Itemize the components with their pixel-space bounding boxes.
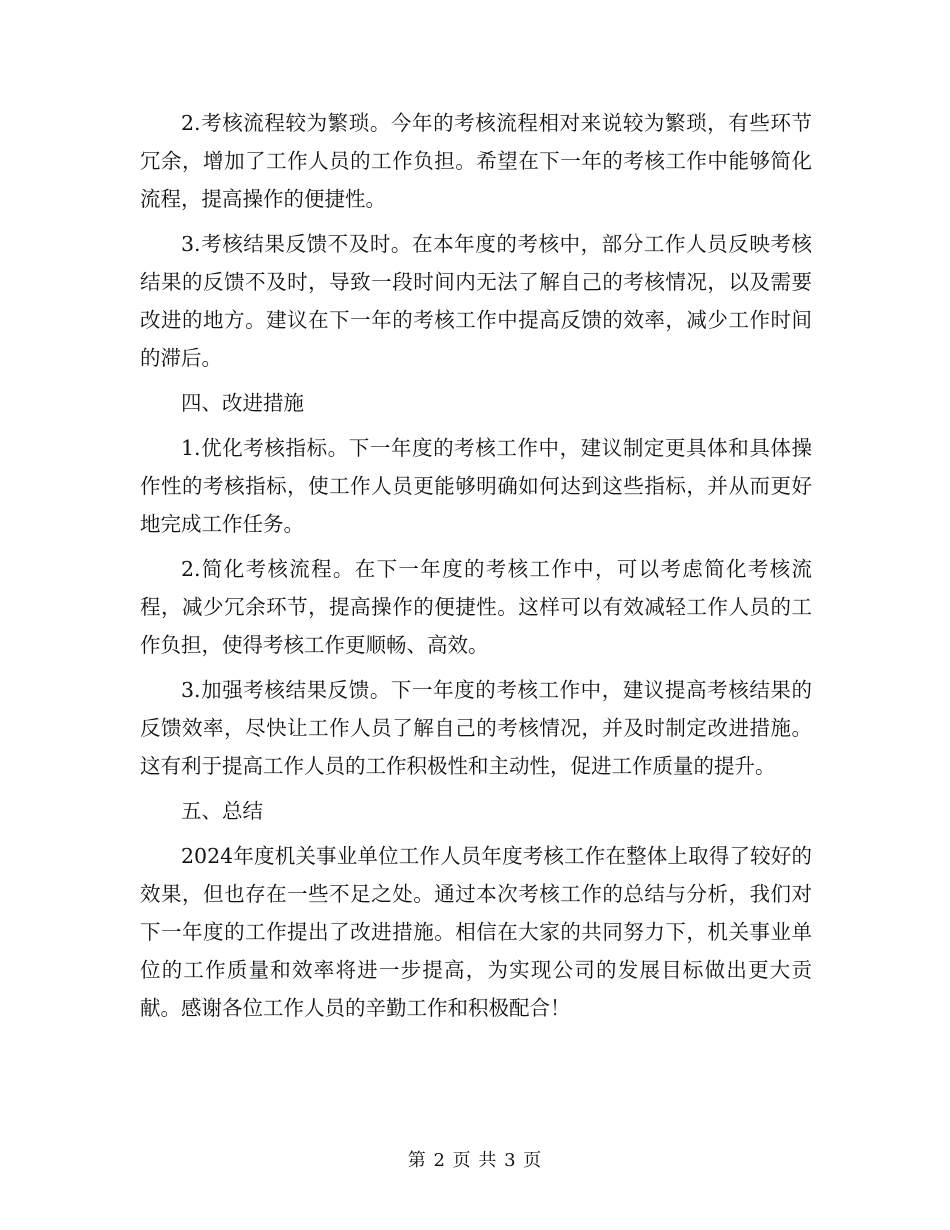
section-heading-improvements: 四、改进措施: [181, 391, 304, 415]
paragraph-summary: 2024年度机关事业单位工作人员年度考核工作在整体上取得了较好的效果，但也存在一些不足之处。通过本次考核工作的总结与分析，我们对下一年度的工作提出了改进措施。相信在大家的共同努力下，机关事业单位的工作质量和效率将进一步提高，为实现公司的发展目标做出更大贡献。感谢各位工作人员的辛勤工作和积极配合！: [140, 844, 812, 1020]
paragraph-issue-2: 2.考核流程较为繁琐。今年的考核流程相对来说较为繁琐，有些环节冗余，增加了工作人员的工作负担。希望在下一年的考核工作中能够简化流程，提高操作的便捷性。: [140, 111, 812, 211]
section-heading-summary: 五、总结: [181, 799, 263, 823]
document-body: [140, 104, 812, 1034]
paragraph-improvement-2: 2.简化考核流程。在下一年度的考核工作中，可以考虑简化考核流程，减少冗余环节，提高操作的便捷性。这样可以有效减轻工作人员的工作负担，使得考核工作更顺畅、高效。: [140, 557, 812, 657]
page-number-footer: 第 2 页 共 3 页: [407, 1150, 543, 1171]
paragraph-issue-3: 3.考核结果反馈不及时。在本年度的考核中，部分工作人员反映考核结果的反馈不及时，导致一段时间内无法了解自己的考核情况，以及需要改进的地方。建议在下一年的考核工作中提高反馈的效率，减少工作时间的滞后。: [140, 232, 812, 370]
paragraph-improvement-1: 1.优化考核指标。下一年度的考核工作中，建议制定更具体和具体操作性的考核指标，使工作人员更能够明确如何达到这些指标，并从而更好地完成工作任务。: [140, 436, 812, 536]
paragraph-improvement-3: 3.加强考核结果反馈。下一年度的考核工作中，建议提高考核结果的反馈效率，尽快让工作人员了解自己的考核情况，并及时制定改进措施。这有利于提高工作人员的工作积极性和主动性，促进工作质量的提升。: [140, 678, 812, 778]
